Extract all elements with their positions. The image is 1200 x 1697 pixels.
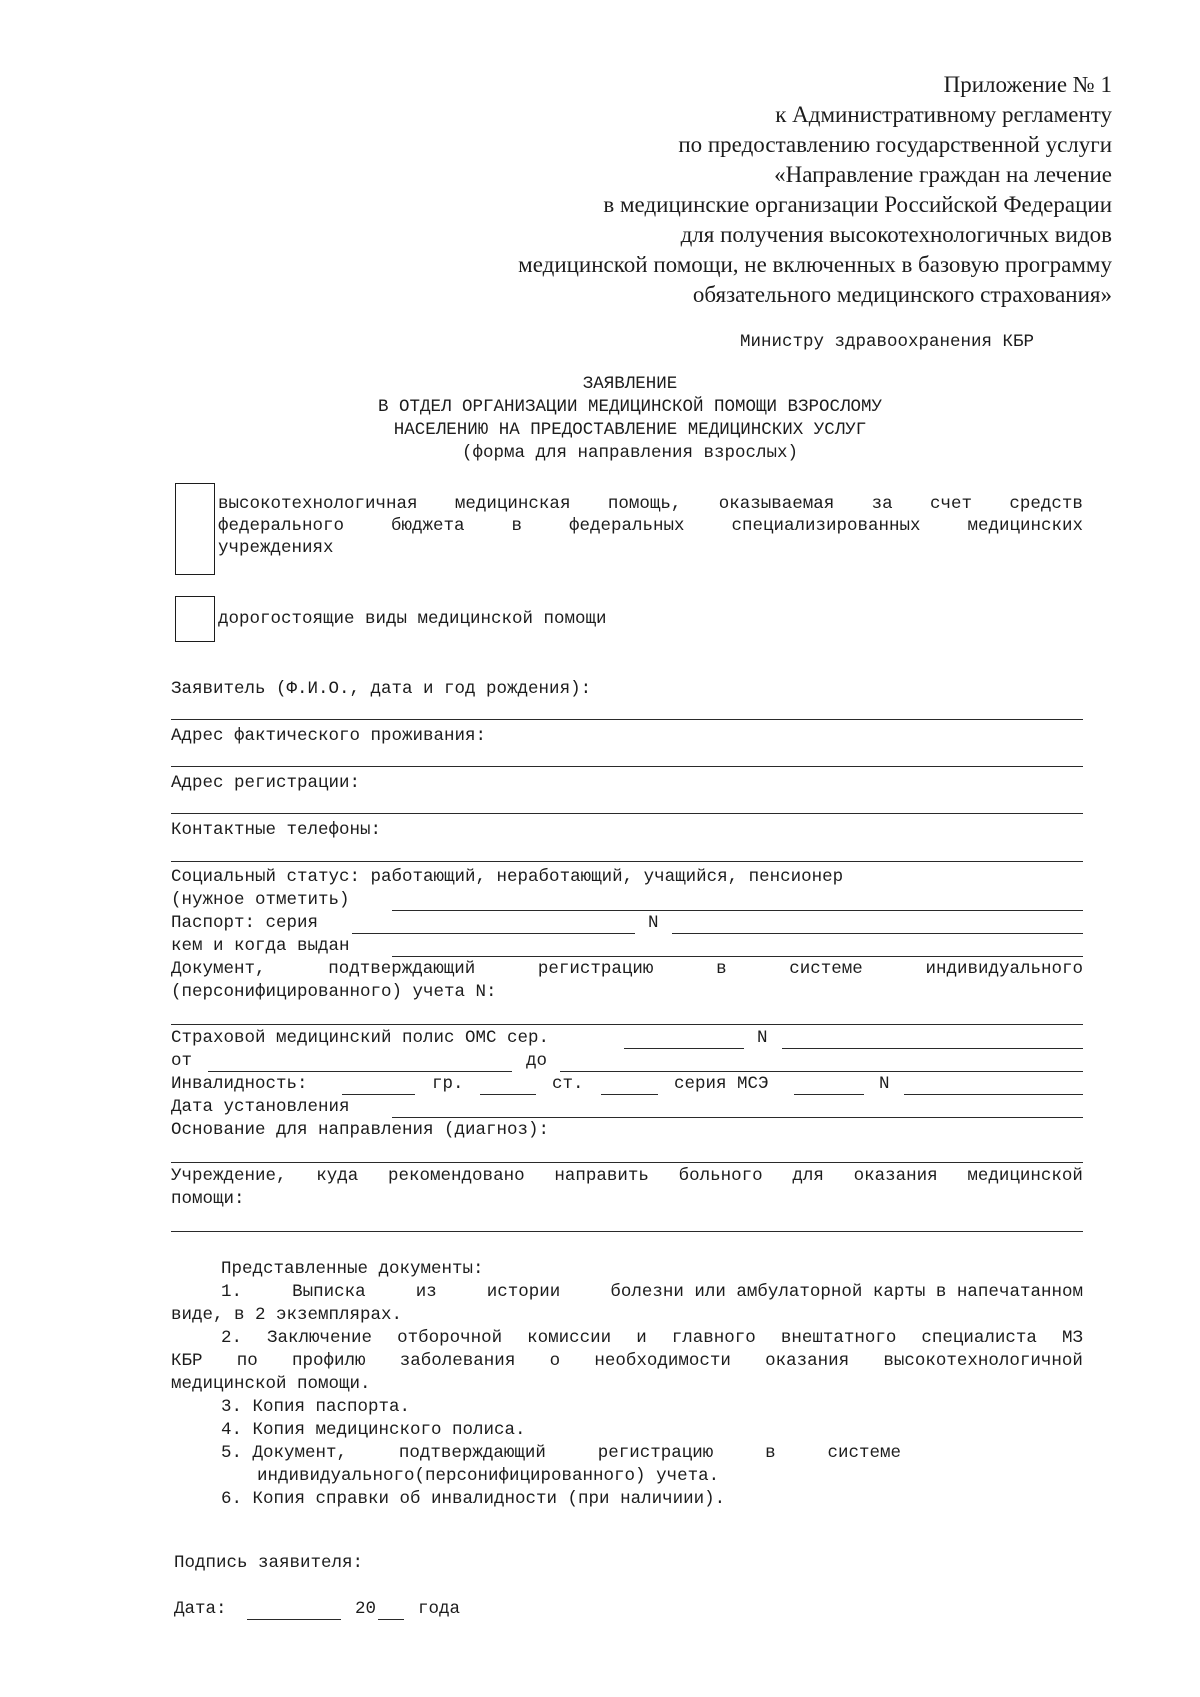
word: 1. — [221, 1282, 243, 1302]
phones-field[interactable] — [171, 861, 1083, 862]
word: высокотехнологичной — [883, 1351, 1083, 1371]
high-tech-option-label — [218, 493, 1083, 559]
policy-to-field[interactable] — [560, 1071, 1083, 1072]
word: федерального — [218, 516, 345, 536]
word: Выписка — [292, 1282, 366, 1302]
mse-number-label: N — [879, 1074, 890, 1094]
title-line: НАСЕЛЕНИЮ НА ПРЕДОСТАВЛЕНИЕ МЕДИЦИНСКИХ УСЛУГ — [393, 420, 867, 440]
word: о — [549, 1351, 561, 1371]
policy-from-label: от — [171, 1051, 193, 1071]
institution-line — [171, 1165, 1083, 1187]
social-status-field[interactable] — [392, 910, 1083, 911]
expensive-checkbox[interactable] — [175, 596, 215, 642]
document-item-6: 6. Копия справки об инвалидности (при наличиии). — [221, 1489, 726, 1509]
appendix-line: обязательного медицинского страхования» — [692, 282, 1112, 307]
word: регистрацию — [537, 959, 654, 979]
title-line: В ОТДЕЛ ОРГАНИЗАЦИИ МЕДИЦИНСКОЙ ПОМОЩИ ВЗРОСЛОМУ — [377, 397, 883, 417]
word: специализированных — [731, 516, 921, 536]
policy-to-label: до — [526, 1051, 548, 1071]
word: МЗ — [1061, 1328, 1083, 1348]
disability-field[interactable] — [342, 1094, 415, 1095]
institution-field[interactable] — [171, 1231, 1083, 1232]
degree-label: ст. — [552, 1074, 584, 1094]
word: федеральных — [568, 516, 685, 536]
word: оказываемая — [718, 494, 835, 514]
word: Заключение — [267, 1328, 373, 1348]
issued-by-field[interactable] — [392, 956, 1083, 957]
group-label: гр. — [432, 1074, 464, 1094]
word: комиссии — [527, 1328, 612, 1348]
addressee: Министру здравоохранения КБР — [740, 332, 1035, 352]
group-field[interactable] — [480, 1094, 536, 1095]
applicant-field[interactable] — [171, 719, 1083, 720]
mse-number-field[interactable] — [904, 1094, 1083, 1095]
word: отборочной — [397, 1328, 503, 1348]
word: счет — [930, 494, 973, 514]
expensive-option-label: дорогостоящие виды медицинской помощи — [218, 609, 607, 629]
word: Документ, — [171, 959, 266, 979]
applicant-label: Заявитель (Ф.И.О., дата и год рождения): — [171, 679, 592, 699]
document-item-2-tail: медицинской помощи. — [171, 1374, 371, 1394]
word: главного — [671, 1328, 756, 1348]
word: больного — [678, 1166, 763, 1186]
actual-address-field[interactable] — [171, 766, 1083, 767]
issued-by-label: кем и когда выдан — [171, 936, 350, 956]
word: в — [511, 516, 522, 536]
signature-label: Подпись заявителя: — [174, 1553, 364, 1573]
document-item-3: 3. Копия паспорта. — [221, 1397, 411, 1417]
established-date-field[interactable] — [392, 1117, 1083, 1118]
disability-label: Инвалидность: — [171, 1074, 308, 1094]
diagnosis-field[interactable] — [171, 1162, 1083, 1163]
word: средств — [1009, 494, 1083, 514]
document-item-5 — [221, 1442, 901, 1464]
word: за — [871, 494, 893, 514]
title-line: ЗАЯВЛЕНИЕ — [582, 374, 678, 394]
established-date-label: Дата установления — [171, 1097, 350, 1117]
institution-tail: помощи: — [171, 1189, 245, 1209]
social-status-label: Социальный статус: работающий, неработающий, учащийся, пенсионер — [171, 867, 844, 887]
policy-number-label: N — [757, 1028, 768, 1048]
word: рекомендовано — [388, 1166, 525, 1186]
appendix-line: для получения высокотехнологичных видов — [680, 222, 1112, 247]
word: для — [792, 1166, 824, 1186]
title-line: (форма для направления взрослых) — [461, 443, 799, 463]
word: внештатного — [780, 1328, 897, 1348]
word: 2. — [221, 1328, 243, 1348]
registration-document-line — [171, 958, 1083, 980]
document-title — [170, 373, 1090, 465]
appendix-line: «Направление граждан на лечение — [774, 162, 1112, 187]
word: заболевания — [399, 1351, 516, 1371]
year-prefix: 20 — [355, 1599, 377, 1619]
word: индивидуального — [925, 959, 1083, 979]
appendix-header — [392, 70, 1112, 310]
word: оказания — [765, 1351, 850, 1371]
word: по — [236, 1351, 258, 1371]
high-tech-line-1 — [218, 493, 1083, 515]
document-item-1 — [221, 1281, 1083, 1303]
actual-address-label: Адрес фактического проживания: — [171, 726, 487, 746]
word: из — [415, 1282, 437, 1302]
word: медицинской — [967, 1166, 1083, 1186]
word: профилю — [292, 1351, 366, 1371]
word: подтверждающий — [328, 959, 476, 979]
word: в — [716, 959, 727, 979]
year-field[interactable] — [378, 1619, 404, 1620]
document-item-5-tail: индивидуального(персонифицированного) учета. — [257, 1466, 720, 1486]
passport-series-field[interactable] — [352, 933, 635, 934]
word: системе — [789, 959, 863, 979]
word: помощь, — [607, 494, 682, 514]
personified-number-field[interactable] — [171, 1024, 1083, 1025]
mse-series-field[interactable] — [794, 1094, 864, 1095]
passport-number-field[interactable] — [672, 933, 1083, 934]
year-suffix: года — [418, 1599, 461, 1619]
word: направить — [554, 1166, 649, 1186]
date-field[interactable] — [247, 1619, 341, 1620]
word: Учреждение, — [171, 1166, 287, 1186]
passport-series-label: Паспорт: серия — [171, 913, 319, 933]
appendix-line: по предоставлению государственной услуги — [678, 132, 1112, 157]
document-item-1-tail: виде, в 2 экземплярах. — [171, 1305, 403, 1325]
word: необходимости — [594, 1351, 731, 1371]
word: системе — [827, 1443, 901, 1463]
appendix-line: в медицинские организации Российской Федерации — [603, 192, 1112, 217]
high-tech-line-2 — [218, 515, 1083, 537]
word: медицинская — [454, 494, 571, 514]
documents-heading: Представленные документы: — [221, 1259, 484, 1279]
document-item-4: 4. Копия медицинского полиса. — [221, 1420, 526, 1440]
personified-label: (персонифицированного) учета N: — [171, 982, 497, 1002]
registration-address-field[interactable] — [171, 813, 1083, 814]
word: истории — [486, 1282, 561, 1302]
passport-number-label: N — [648, 913, 659, 933]
document-item-2 — [221, 1327, 1083, 1349]
appendix-line: Приложение № 1 — [943, 72, 1112, 97]
word: оказания — [853, 1166, 938, 1186]
policy-series-field[interactable] — [624, 1048, 744, 1049]
word: высокотехнологичная — [218, 494, 418, 514]
appendix-line: медицинской помощи, не включенных в базовую программу — [518, 252, 1112, 277]
policy-from-field[interactable] — [208, 1071, 512, 1072]
word: подтверждающий — [398, 1443, 546, 1463]
document-item-2-line-2 — [171, 1350, 1083, 1372]
high-tech-line-3: учреждениях — [218, 538, 334, 558]
policy-number-field[interactable] — [782, 1048, 1083, 1049]
high-tech-checkbox[interactable] — [175, 483, 215, 575]
date-label: Дата: — [174, 1599, 227, 1619]
phones-label: Контактные телефоны: — [171, 820, 382, 840]
word: КБР — [171, 1351, 203, 1371]
mse-series-label: серия МСЭ — [674, 1074, 769, 1094]
word: бюджета — [391, 516, 465, 536]
word: регистрацию — [597, 1443, 714, 1463]
degree-field[interactable] — [601, 1094, 658, 1095]
registration-address-label: Адрес регистрации: — [171, 773, 361, 793]
word: и — [636, 1328, 647, 1348]
word: 5. Документ, — [221, 1443, 348, 1463]
word: медицинских — [967, 516, 1083, 536]
policy-label: Страховой медицинский полис ОМС сер. — [171, 1028, 550, 1048]
diagnosis-label: Основание для направления (диагноз): — [171, 1120, 550, 1140]
appendix-line: к Административному регламенту — [775, 102, 1112, 127]
word: в — [765, 1443, 776, 1463]
word: куда — [316, 1166, 359, 1186]
word: болезни или амбулаторной карты в напечатанном — [610, 1282, 1083, 1302]
word: специалиста — [921, 1328, 1037, 1348]
mark-needed-label: (нужное отметить) — [171, 890, 350, 910]
